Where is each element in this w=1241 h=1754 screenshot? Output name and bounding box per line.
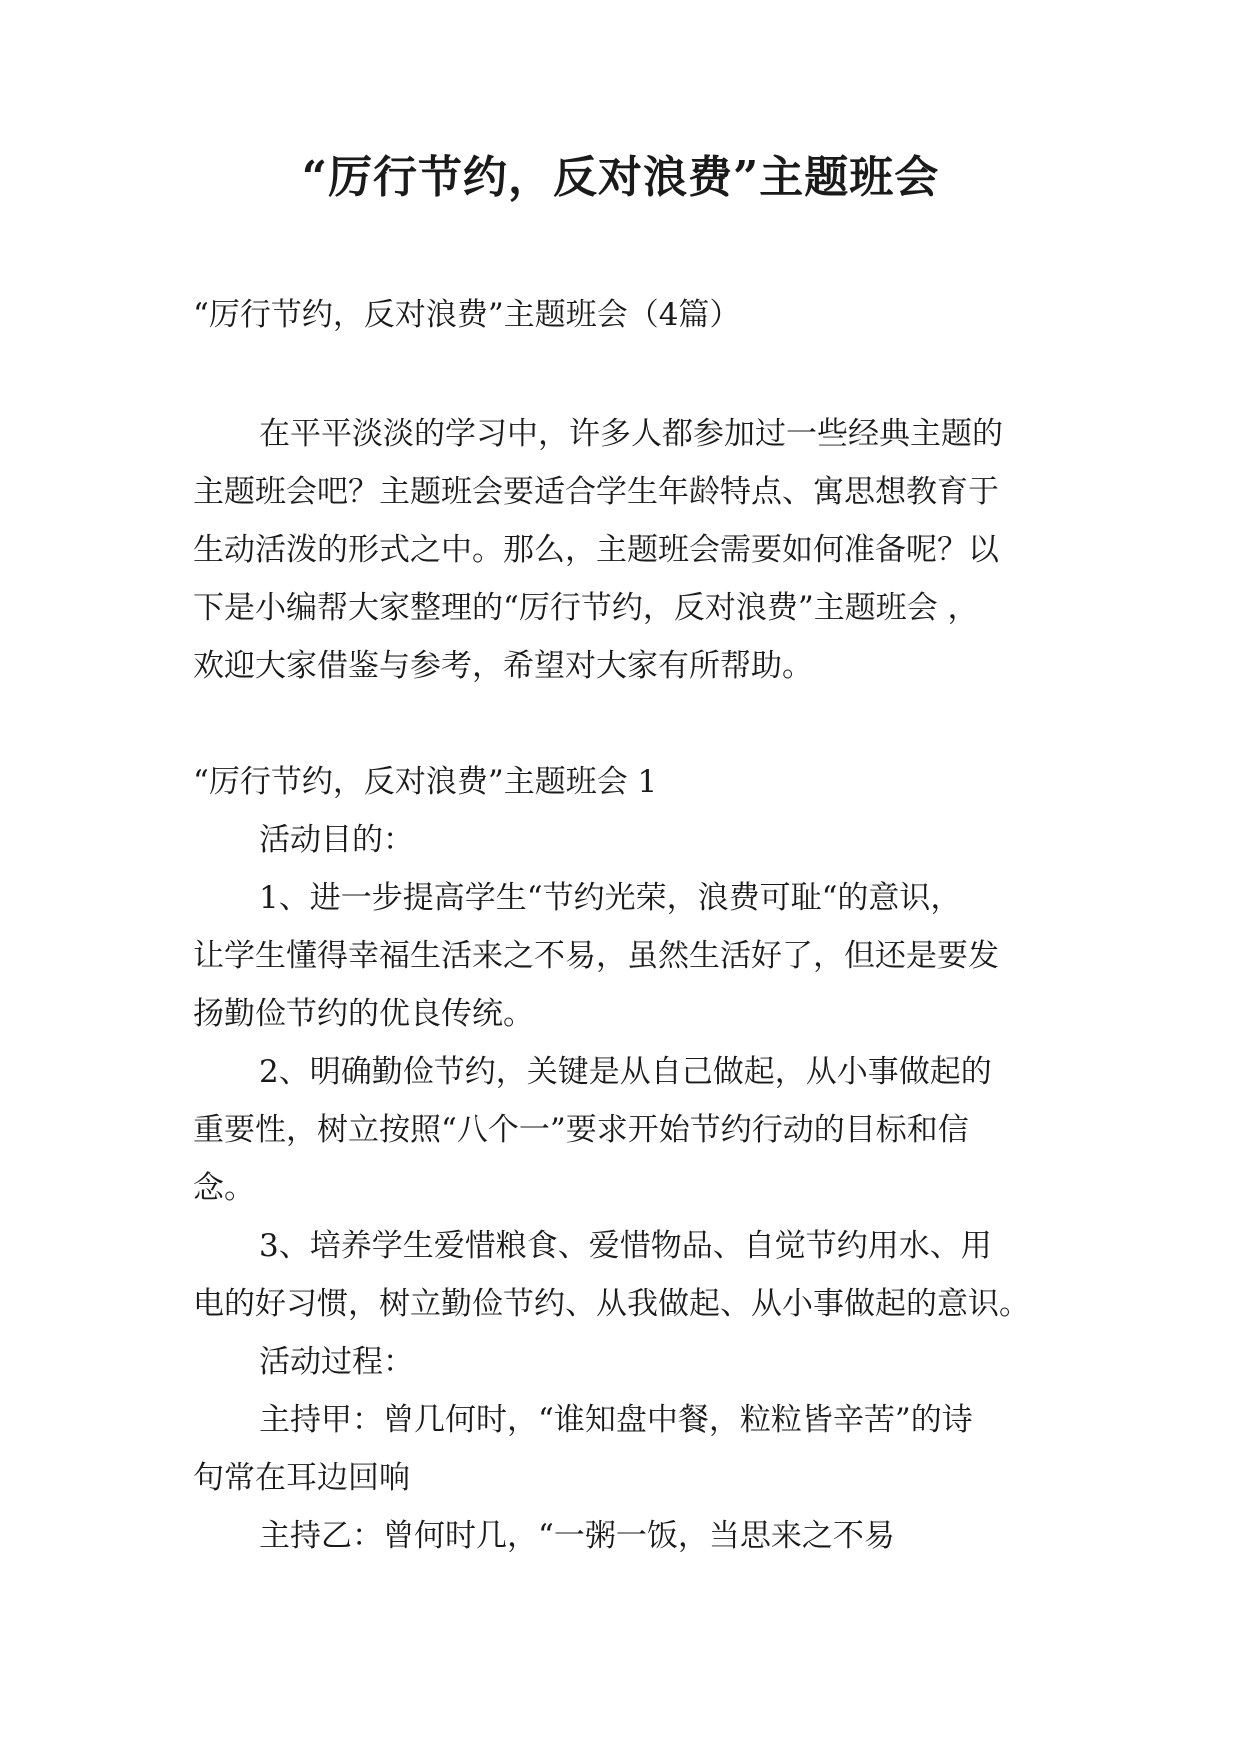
document-title: “厉行节约，反对浪费”主题班会 [301,152,940,203]
section-line: 电的好习惯，树立勤俭节约、从我做起、从小事做起的意识。 [193,1286,1030,1322]
section-line: 2、明确勤俭节约，关键是从自己做起，从小事做起的 [259,1054,992,1090]
intro-paragraph [193,405,1053,695]
section-line: 让学生懂得幸福生活来之不易，虽然生活好了，但还是要发 [193,938,999,974]
section-line: 主持乙：曾何时几，“一粥一饭，当思来之不易 [259,1518,895,1554]
section-line: 重要性，树立按照“八个一”要求开始节约行动的目标和信 [193,1112,969,1148]
section-line: 扬勤俭节约的优良传统。 [193,996,534,1032]
section-line: 3、培养学生爱惜粮食、爱惜物品、自觉节约用水、用 [259,1228,992,1264]
document-subtitle: “厉行节约，反对浪费”主题班会（4篇） [193,297,741,333]
intro-line: 主题班会吧？主题班会要适合学生年龄特点、寓思想教育于 [193,474,999,510]
section-line: 念。 [193,1170,255,1206]
section-line: 句常在耳边回响 [193,1460,410,1496]
section-line: 1、进一步提高学生“节约光荣，浪费可耻“的意识， [259,880,962,916]
intro-line: 在平平淡淡的学习中，许多人都参加过一些经典主题的 [259,416,1003,452]
section-line: 活动目的： [259,822,414,858]
section-body [193,811,1053,1565]
intro-line: 欢迎大家借鉴与参考，希望对大家有所帮助。 [193,648,813,684]
intro-line: 下是小编帮大家整理的“厉行节约，反对浪费”主题班会 ， [193,590,979,626]
section-line: 活动过程： [259,1344,414,1380]
intro-line: 生动活泼的形式之中。那么，主题班会需要如何准备呢？以 [193,532,999,568]
section-line: 主持甲：曾几何时，“谁知盘中餐，粒粒皆辛苦”的诗 [259,1402,973,1438]
section-heading: “厉行节约，反对浪费”主题班会 1 [193,764,658,800]
